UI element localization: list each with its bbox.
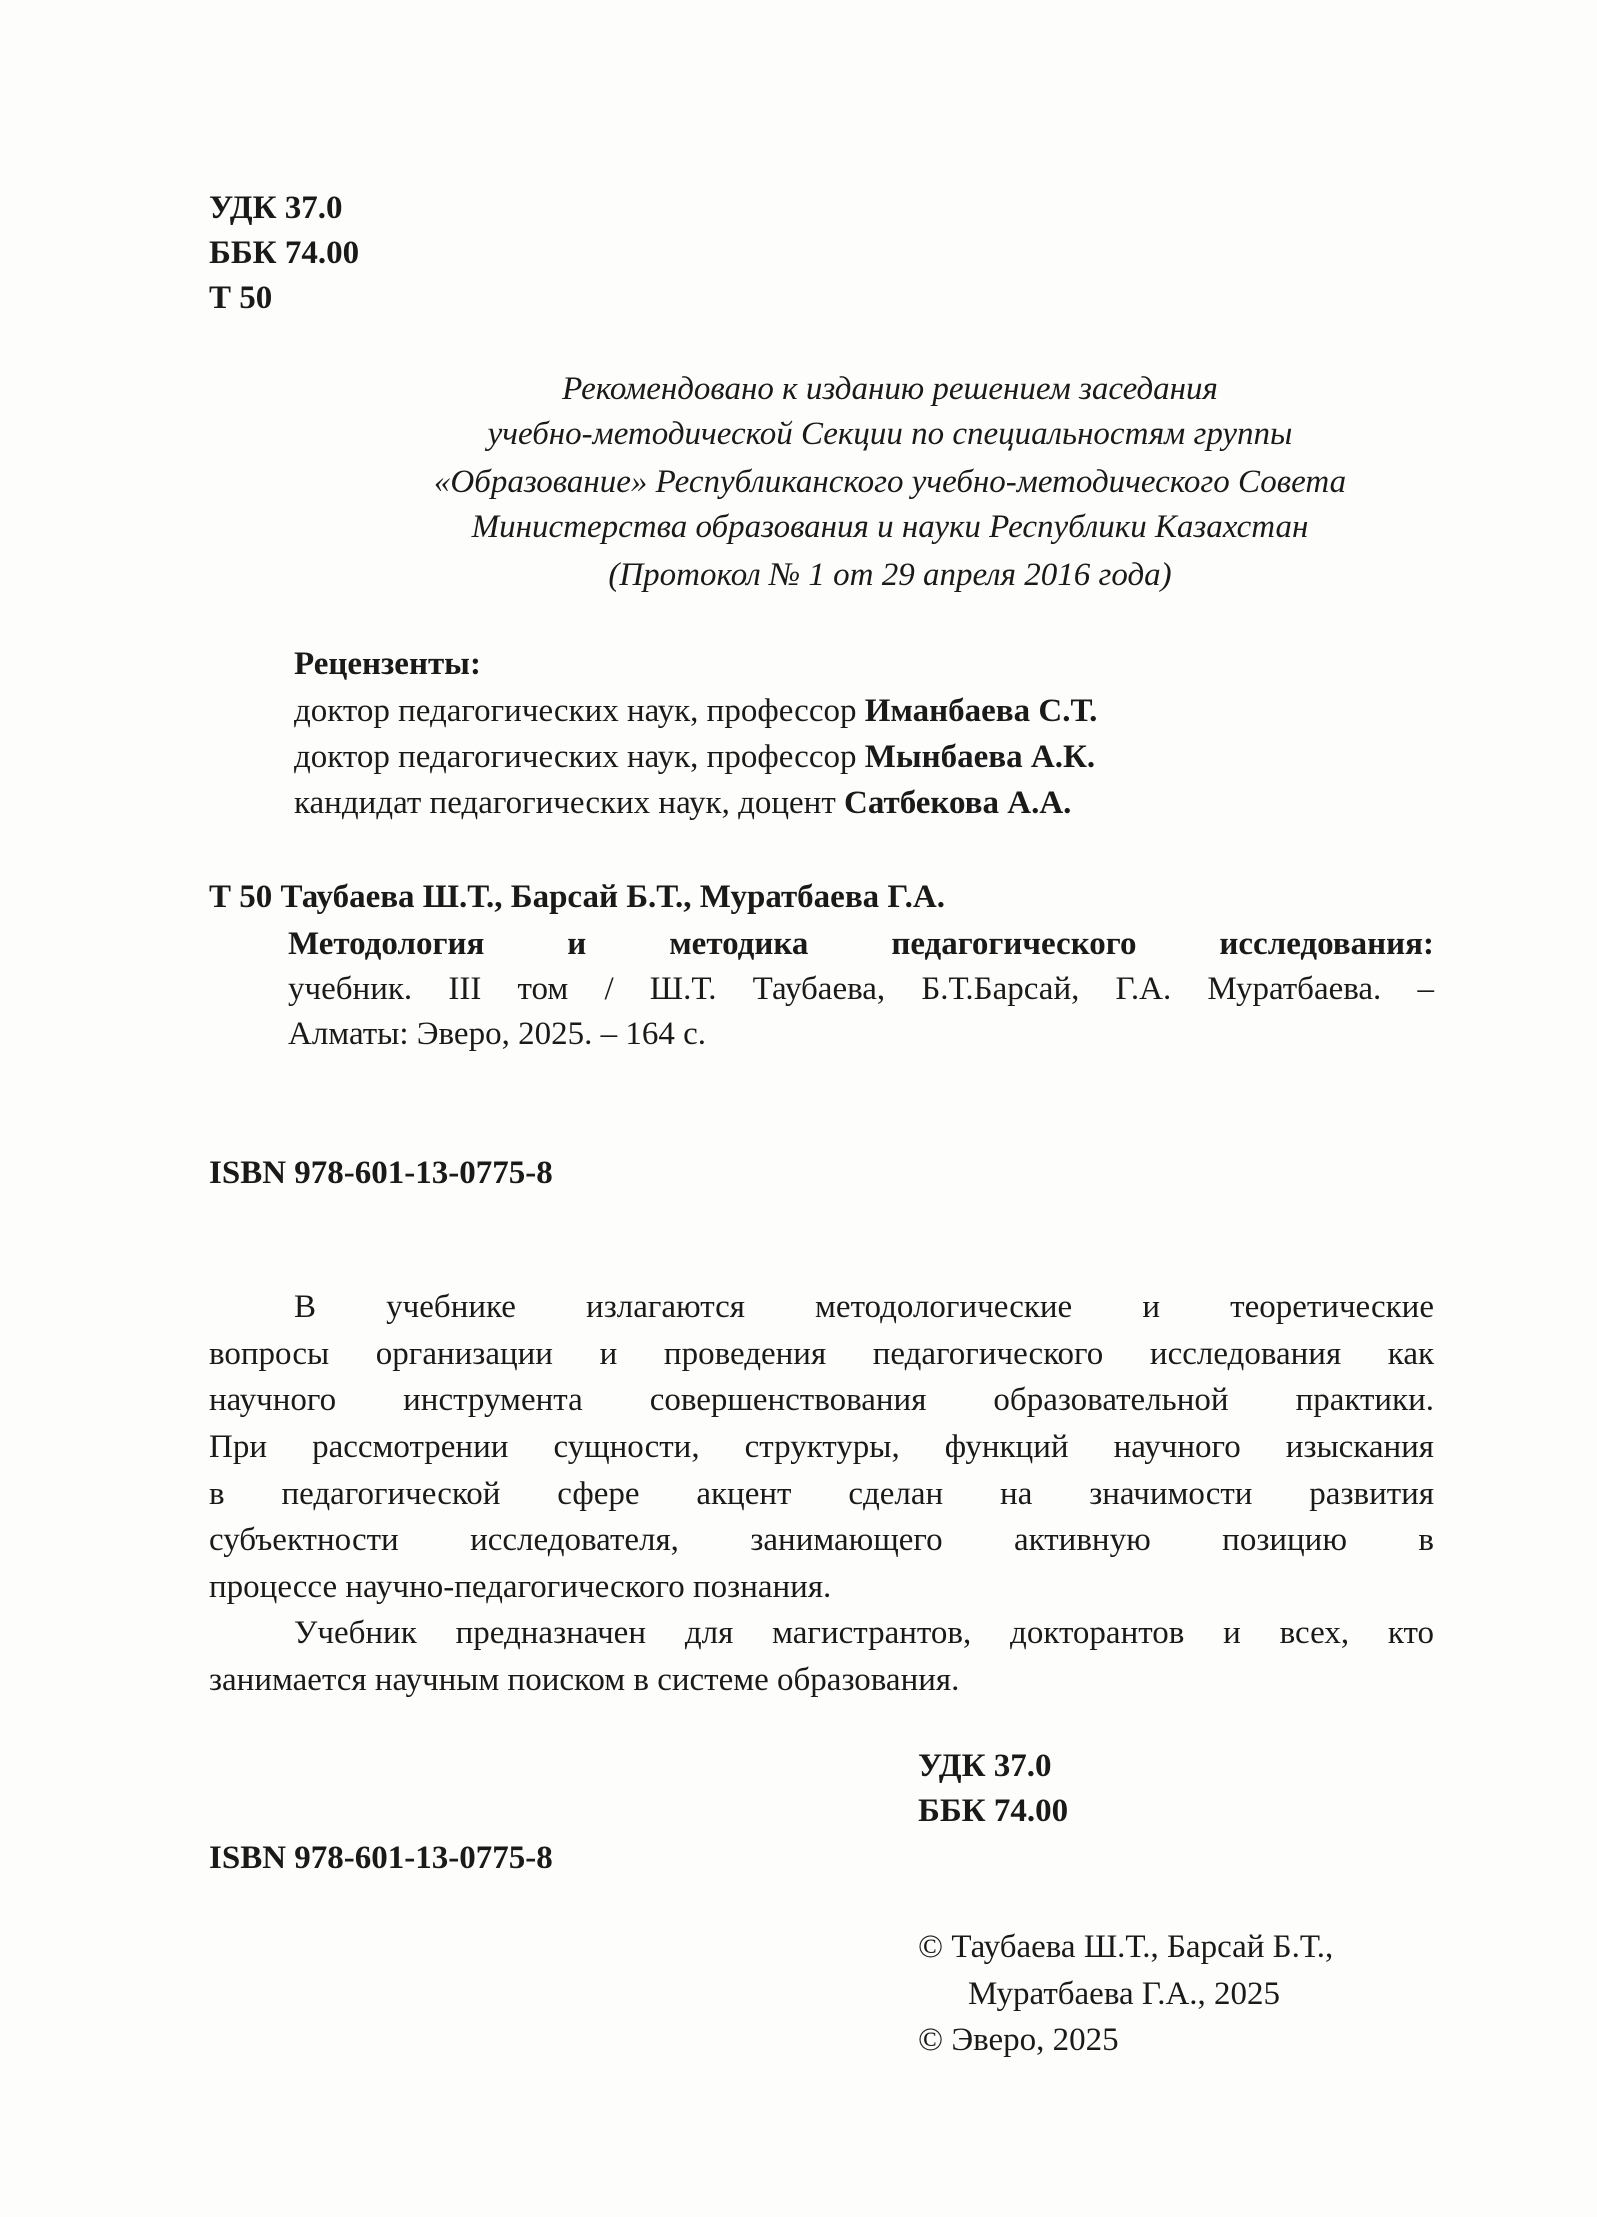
- annotation-line: вопросы организации и проведения педагогического исследования как: [209, 1336, 1434, 1372]
- udk-code: УДК 37.0: [209, 190, 343, 226]
- copyright-line: © Эверо, 2025: [918, 2022, 1119, 2058]
- copyright-line: Муратбаева Г.А., 2025: [968, 1976, 1281, 2012]
- reviewer-title: доктор педагогических наук, профессор: [294, 739, 865, 775]
- reviewer-name: Иманбаева С.Т.: [864, 693, 1098, 729]
- annotation-line: занимается научным поиском в системе образования.: [209, 1662, 960, 1698]
- bib-line: Алматы: Эверо, 2025. – 164 с.: [288, 1016, 706, 1052]
- reviewer: [294, 780, 1071, 826]
- annotation-line: научного инструмента совершенствования образовательной практики.: [209, 1382, 1434, 1418]
- recommendation-line: Рекомендовано к изданию решением заседания: [562, 371, 1218, 407]
- udk-code: УДК 37.0: [918, 1748, 1052, 1784]
- reviewer-name: Сатбекова А.А.: [844, 785, 1072, 821]
- reviewers-heading: Рецензенты:: [294, 646, 481, 682]
- bib-line: учебник. III том / Ш.Т. Таубаева, Б.Т.Барсай, Г.А. Муратбаева. –: [288, 971, 1434, 1007]
- isbn: ISBN 978-601-13-0775-8: [209, 1155, 553, 1191]
- recommendation-line: Министерства образования и науки Республики Казахстан: [471, 509, 1309, 545]
- book-title: Методология и методика педагогического исследования:: [288, 926, 1434, 962]
- reviewer-title: доктор педагогических наук, профессор: [294, 693, 865, 729]
- copyright-line: © Таубаева Ш.Т., Барсай Б.Т.,: [918, 1929, 1334, 1965]
- authors-line: Т 50 Таубаева Ш.Т., Барсай Б.Т., Муратбаева Г.А.: [209, 879, 946, 915]
- annotation-line: Учебник предназначен для магистрантов, докторантов и всех, кто: [294, 1615, 1434, 1651]
- annotation-line: процессе научно-педагогического познания.: [209, 1569, 832, 1605]
- annotation-line: в педагогической сфере акцент сделан на значимости развития: [209, 1476, 1434, 1512]
- annotation-line: В учебнике излагаются методологические и теоретические: [294, 1289, 1434, 1325]
- recommendation-line: (Протокол № 1 от 29 апреля 2016 года): [608, 557, 1172, 593]
- reviewer: [294, 688, 1097, 734]
- annotation-line: субъектности исследователя, занимающего активную позицию в: [209, 1522, 1434, 1558]
- recommendation-line: «Образование» Республиканского учебно-методического Совета: [433, 464, 1347, 500]
- bbk-code: ББК 74.00: [209, 235, 360, 271]
- reviewer: [294, 734, 1095, 780]
- recommendation-line: учебно-методической Секции по специальностям группы: [487, 416, 1293, 452]
- bbk-code: ББК 74.00: [918, 1793, 1069, 1829]
- reviewer-title: кандидат педагогических наук, доцент: [294, 785, 845, 821]
- annotation-line: При рассмотрении сущности, структуры, функций научного изыскания: [209, 1429, 1434, 1465]
- author-mark: Т 50: [209, 280, 273, 316]
- reviewer-name: Мынбаева А.К.: [864, 739, 1096, 775]
- isbn-bottom: ISBN 978-601-13-0775-8: [209, 1840, 553, 1876]
